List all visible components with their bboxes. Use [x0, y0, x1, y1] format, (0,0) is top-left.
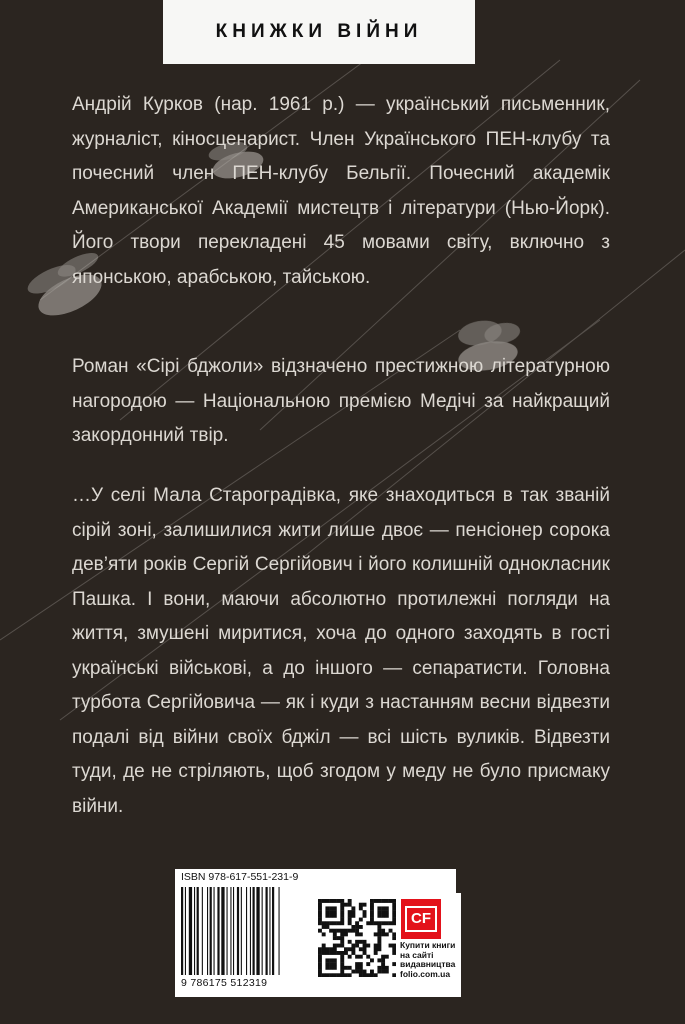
- publisher-panel: [313, 893, 461, 997]
- isbn-text: ISBN 978-617-551-231-9: [181, 871, 299, 883]
- author-bio-paragraph: Андрій Курков (нар. 1961 р.) — український письменник, журналіст, кіносценарист. Член Українського ПЕН-клубу та почесний член ПЕН-клубу Бельгії. Почесний академік Американської Академії мистецтв і літератури (Нью-Йорк). Його твори перекладені 45 мовами світу, включно з японською, арабською, тайською.: [72, 94, 610, 288]
- qr-code-icon: [318, 899, 396, 977]
- publisher-logo: CF: [401, 899, 441, 939]
- award-paragraph: Роман «Сірі бджоли» відзначено престижною літературною нагородою — Національною премією Медічі за найкращий закордонний твір.: [72, 356, 610, 446]
- buy-books-text: Купити книги на сайті видавництва folio.com.ua: [400, 940, 456, 979]
- synopsis-paragraph: …У селі Мала Староградівка, яке знаходиться в так званій сірій зоні, залишилися жити лише двоє — пенсіонер сорока дев’яти років Сергій Сергійович і його колишній однокласник Пашка. І вони, маючи абсолютно протилежні погляди на життя, змушені миритися, хоча до одного заходять в гості українські військові, а до іншого — сепаратисти. Головна турбота Сергійовича — як і куди з настанням весни відвезти подалі від війни своїх бджіл — всі шість вуликів. Відвезти туди, де не стріляють, щоб згодом у меду не було присмаку війни.: [72, 485, 610, 817]
- barcode: [181, 887, 311, 975]
- barcode-digits: 9 786175 512319: [181, 977, 268, 989]
- series-label: КНИЖКИ ВІЙНИ: [163, 0, 475, 64]
